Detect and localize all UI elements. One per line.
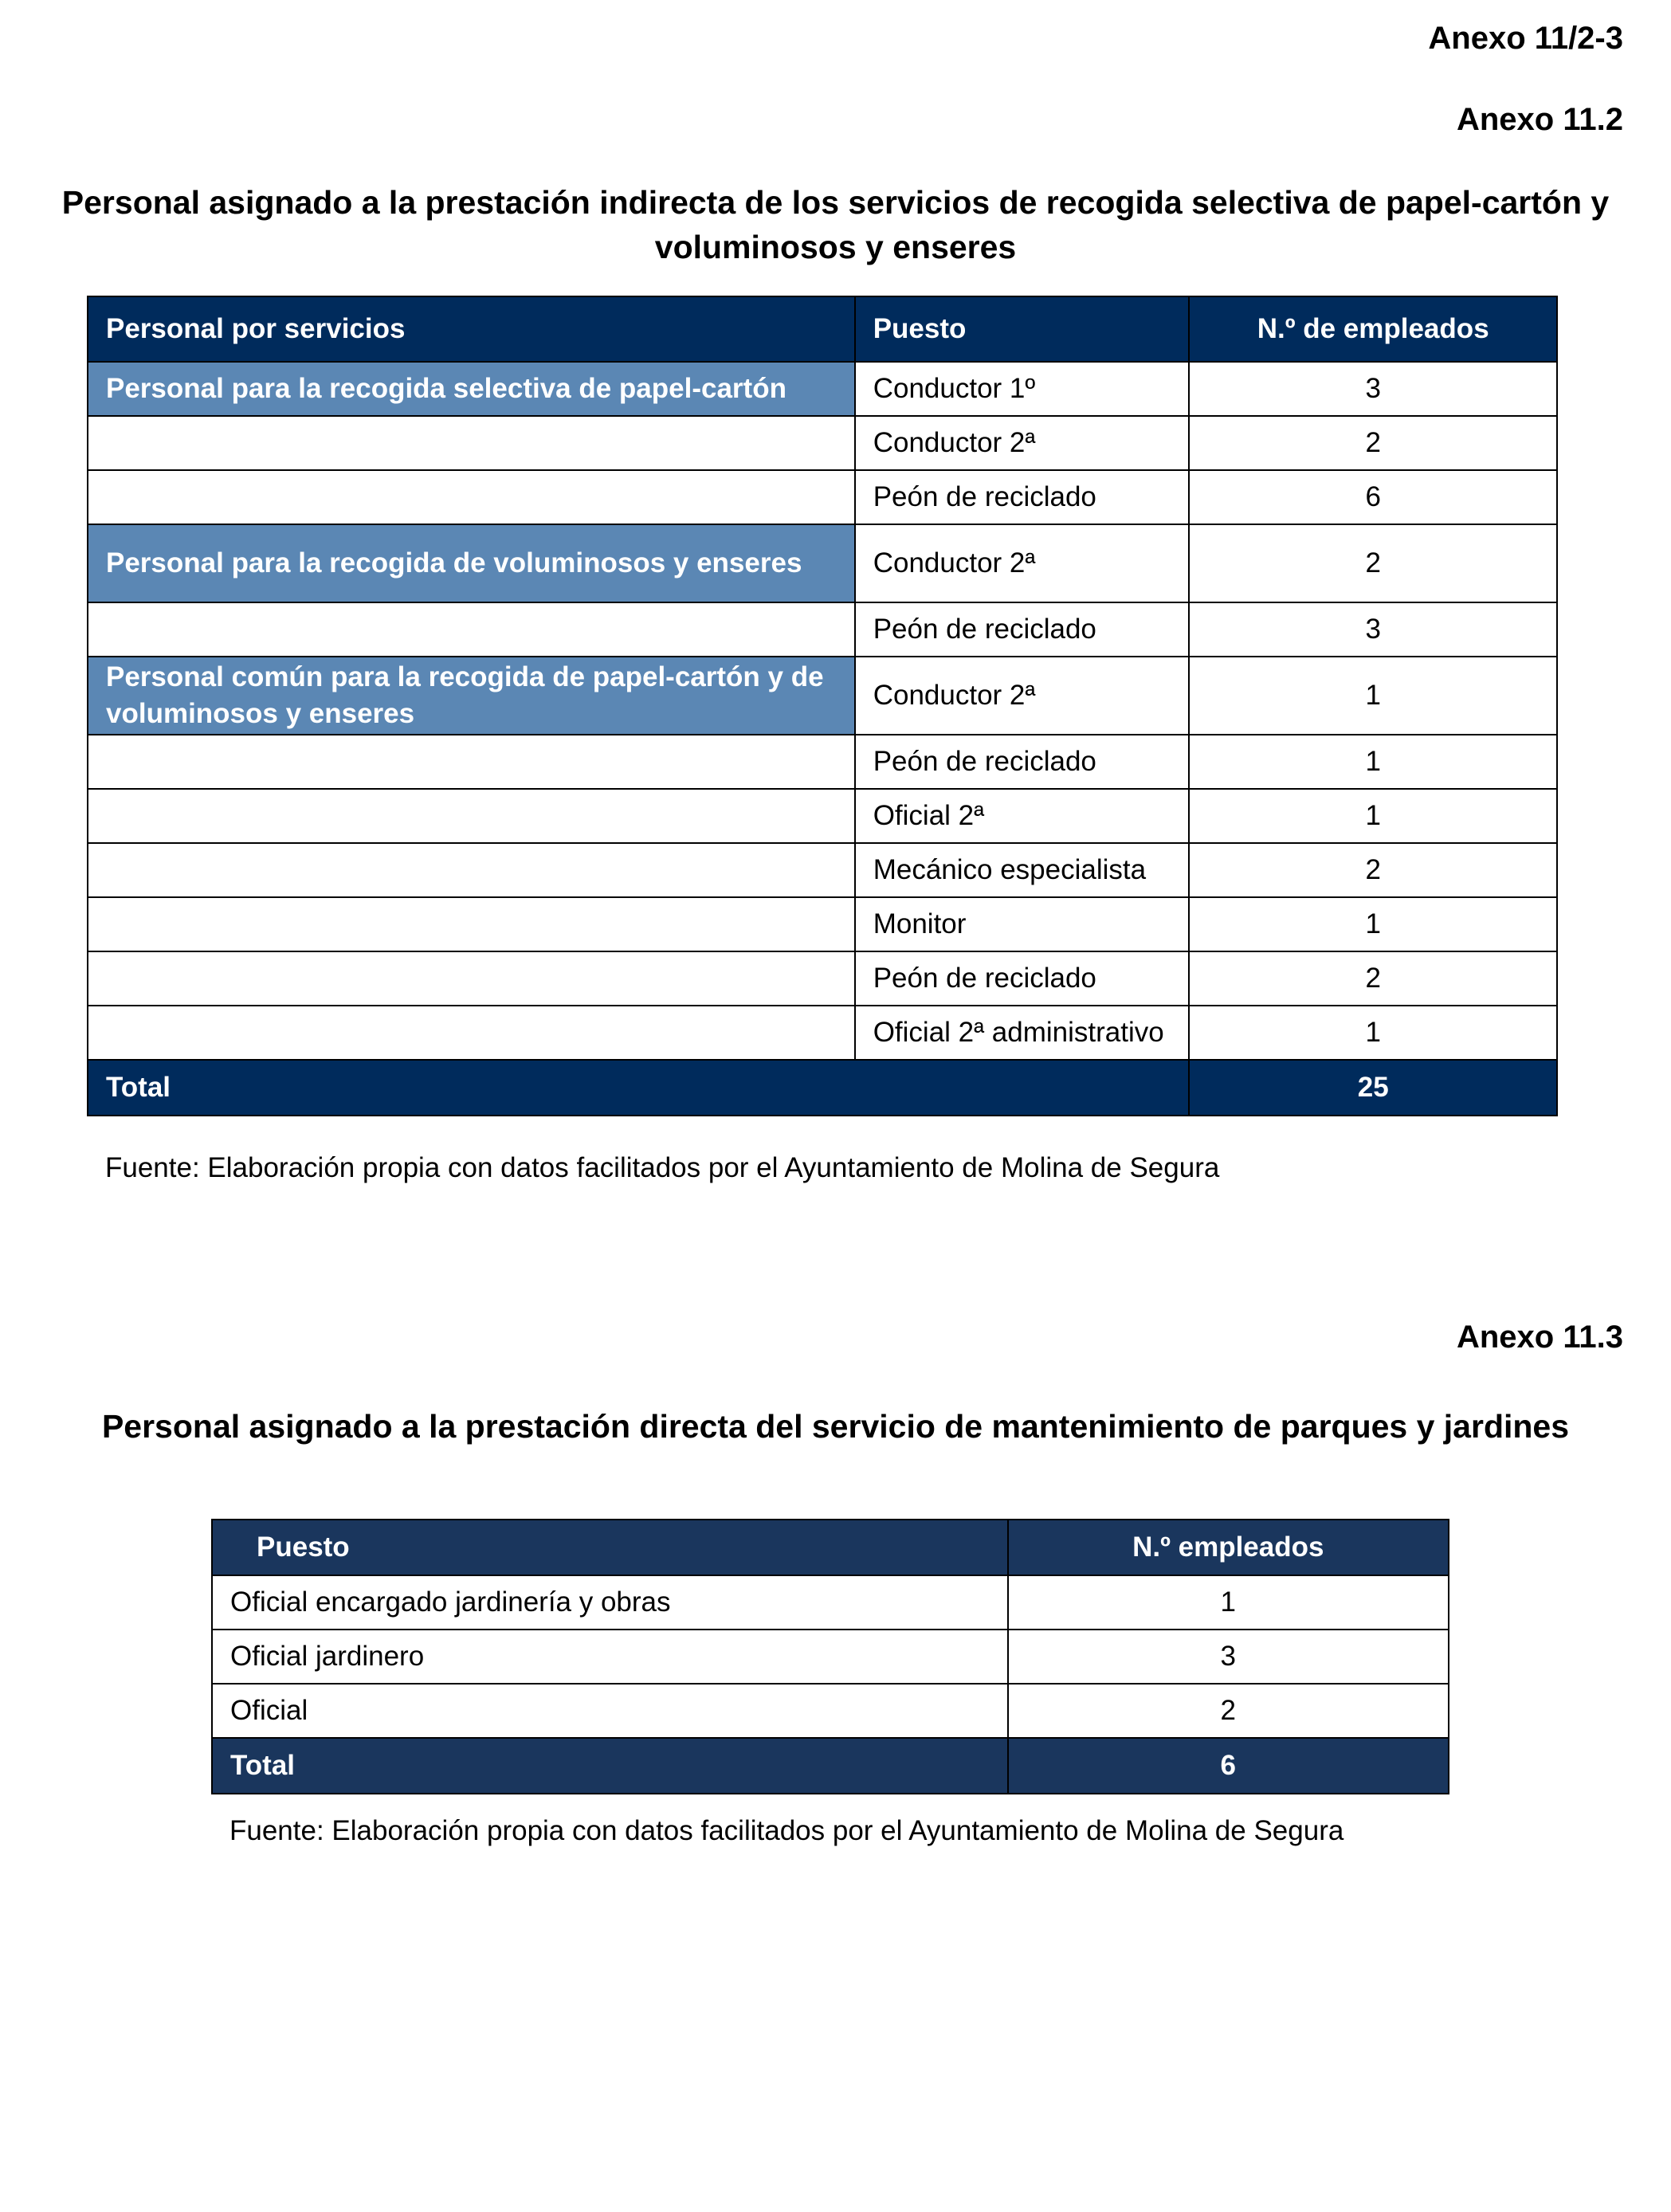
count-cell: 3 [1189,602,1557,657]
group-cell [88,735,855,789]
header-empleados: N.º de empleados [1189,296,1557,362]
table-row [212,1684,1449,1738]
total-label: Total [212,1738,1008,1794]
count-cell: 1 [1189,897,1557,951]
count-cell: 1 [1189,1006,1557,1060]
table-row [88,951,1557,1006]
annex-code: Anexo 11/2-3 [1428,21,1623,56]
annex-11-3-label: Anexo 11.3 [1456,1320,1623,1355]
parks-staff-table [211,1519,1449,1794]
table-row [88,897,1557,951]
group-cell [88,843,855,897]
table-row [88,362,1557,416]
header-puesto: Puesto [212,1520,1008,1575]
group-cell [88,416,855,470]
table2-header-row [212,1520,1449,1575]
puesto-cell: Conductor 2ª [855,657,1190,735]
count-cell: 3 [1008,1630,1449,1684]
count-cell: 1 [1189,789,1557,843]
header-personal: Personal por servicios [88,296,855,362]
annex-11-2-label: Anexo 11.2 [1456,102,1623,137]
puesto-cell: Oficial 2ª administrativo [855,1006,1190,1060]
table2-title: Personal asignado a la prestación directa del servicio de mantenimiento de parques y jardines [101,1408,1570,1445]
table1-total-row [88,1060,1557,1116]
group-cell [88,602,855,657]
table1-title: Personal asignado a la prestación indirecta de los servicios de recogida selectiva de papel-cartón y voluminosos y enseres [61,184,1610,265]
count-cell: 2 [1189,843,1557,897]
group-cell [88,470,855,524]
header-empleados: N.º empleados [1008,1520,1449,1575]
table-row [88,735,1557,789]
group-cell: Personal para la recogida selectiva de papel-cartón [88,362,855,416]
count-cell: 2 [1189,951,1557,1006]
table-row [88,1006,1557,1060]
count-cell: 2 [1189,524,1557,602]
total-value: 25 [1189,1060,1557,1116]
table-row [88,524,1557,602]
count-cell: 2 [1008,1684,1449,1738]
count-cell: 1 [1189,735,1557,789]
group-cell: Personal para la recogida de voluminosos y enseres [88,524,855,602]
table-row [88,789,1557,843]
count-cell: 6 [1189,470,1557,524]
count-cell: 1 [1189,657,1557,735]
count-cell: 3 [1189,362,1557,416]
puesto-cell: Oficial [212,1684,1008,1738]
table1-source-note: Fuente: Elaboración propia con datos facilitados por el Ayuntamiento de Molina de Segura [105,1152,1220,1183]
table-row [212,1575,1449,1630]
table-row [88,657,1557,735]
total-value: 6 [1008,1738,1449,1794]
puesto-cell: Peón de reciclado [855,951,1190,1006]
puesto-cell: Oficial encargado jardinería y obras [212,1575,1008,1630]
puesto-cell: Peón de reciclado [855,470,1190,524]
puesto-cell: Conductor 2ª [855,524,1190,602]
puesto-cell: Peón de reciclado [855,735,1190,789]
table2-total-row [212,1738,1449,1794]
group-cell [88,897,855,951]
group-cell [88,789,855,843]
puesto-cell: Monitor [855,897,1190,951]
table-row [88,602,1557,657]
table1-header-row [88,296,1557,362]
puesto-cell: Conductor 2ª [855,416,1190,470]
table-row [212,1630,1449,1684]
table-row [88,843,1557,897]
table2-source-note: Fuente: Elaboración propia con datos facilitados por el Ayuntamiento de Molina de Segura [229,1815,1344,1846]
count-cell: 1 [1008,1575,1449,1630]
group-cell [88,951,855,1006]
puesto-cell: Conductor 1º [855,362,1190,416]
header-puesto: Puesto [855,296,1190,362]
group-cell [88,1006,855,1060]
table-row [88,416,1557,470]
count-cell: 2 [1189,416,1557,470]
puesto-cell: Oficial 2ª [855,789,1190,843]
puesto-cell: Oficial jardinero [212,1630,1008,1684]
total-label: Total [88,1060,1189,1116]
puesto-cell: Mecánico especialista [855,843,1190,897]
puesto-cell: Peón de reciclado [855,602,1190,657]
staff-by-service-table [87,296,1558,1116]
group-cell: Personal común para la recogida de papel-cartón y de voluminosos y enseres [88,657,855,735]
table-row [88,470,1557,524]
